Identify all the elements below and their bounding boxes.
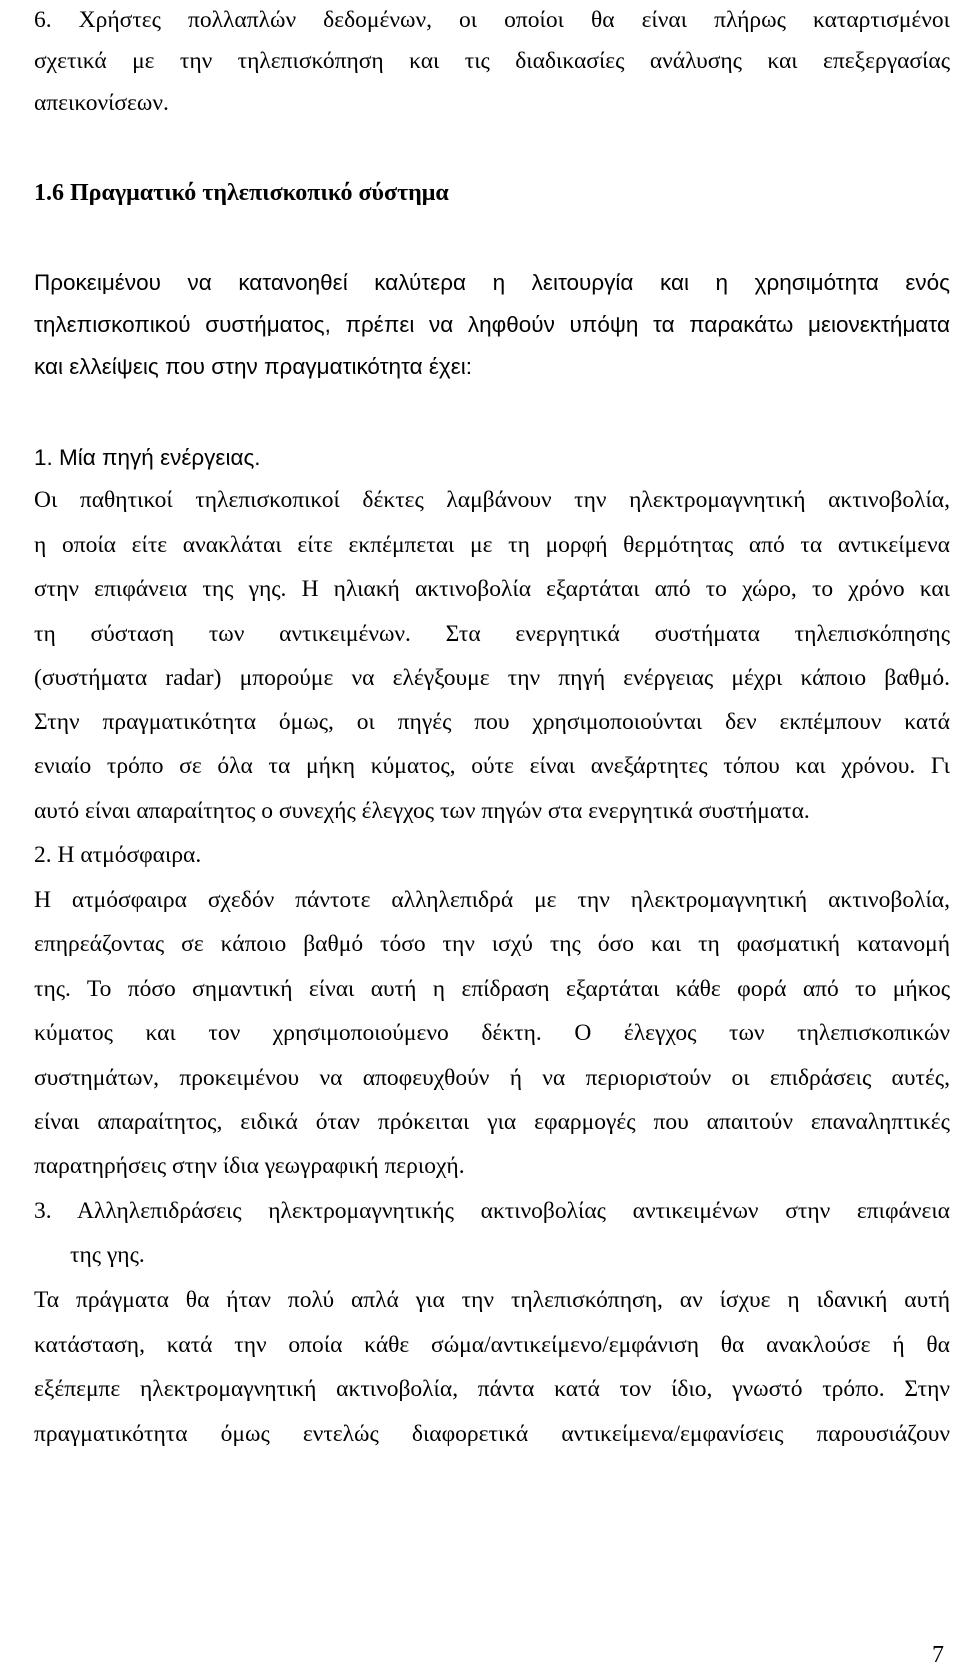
numbered-heading-1: 1. Μία πηγή ενέργειας. <box>34 445 261 470</box>
paragraph-1-line-2: η οποία είτε ανακλάται είτε εκπέμπεται με τη μορφή θερμότητας από τα αντικείμενα <box>34 532 950 558</box>
list-item-6-line-2: σχετικά με την τηλεπισκόπηση και τις διαδικασίες ανάλυσης και επεξεργασίας <box>34 48 950 74</box>
numbered-heading-2: 2. Η ατμόσφαιρα. <box>34 842 202 868</box>
paragraph-1-line-8: αυτό είναι απαραίτητος ο συνεχής έλεγχος των πηγών στα ενεργητικά συστήματα. <box>34 798 810 824</box>
numbered-heading-3-line-1: 3. Αλληλεπιδράσεις ηλεκτρομαγνητικής ακτινοβολίας αντικειμένων στην επιφάνεια <box>34 1198 950 1224</box>
paragraph-2-line-2: επηρεάζοντας σε κάποιο βαθμό τόσο την ισχύ της όσο και τη φασματική κατανομή <box>34 931 950 957</box>
paragraph-1-line-6: Στην πραγματικότητα όμως, οι πηγές που χρησιμοποιούνται δεν εκπέμπουν κατά <box>34 709 950 735</box>
numbered-heading-3-line-2: της γης. <box>70 1242 145 1268</box>
intro-paragraph-line-2: τηλεπισκοπικού συστήματος, πρέπει να ληφθούν υπόψη τα παρακάτω μειονεκτήματα <box>34 312 950 337</box>
page-number: 7 <box>932 1642 944 1668</box>
paragraph-1-line-7: ενιαίο τρόπο σε όλα τα μήκη κύματος, ούτε είναι ανεξάρτητες τόπου και χρόνου. Γι <box>34 753 950 779</box>
list-item-6-line-1: 6. Χρήστες πολλαπλών δεδομένων, οι οποίοι θα είναι πλήρως καταρτισμένοι <box>34 7 950 33</box>
paragraph-2-line-1: Η ατμόσφαιρα σχεδόν πάντοτε αλληλεπιδρά με την ηλεκτρομαγνητική ακτινοβολία, <box>34 887 950 913</box>
paragraph-2-line-3: της. Το πόσο σημαντική είναι αυτή η επίδραση εξαρτάται κάθε φορά από το μήκος <box>34 976 950 1002</box>
paragraph-3-line-2: κατάσταση, κατά την οποία κάθε σώμα/αντικείμενο/εμφάνιση θα ανακλούσε ή θα <box>34 1332 950 1358</box>
section-heading: 1.6 Πραγματικό τηλεπισκοπικό σύστημα <box>34 180 449 206</box>
paragraph-1-line-5: (συστήματα radar) μπορούμε να ελέγξουμε την πηγή ενέργειας μέχρι κάποιο βαθμό. <box>34 665 950 691</box>
paragraph-2-line-7: παρατηρήσεις στην ίδια γεωγραφική περιοχή. <box>34 1153 465 1179</box>
paragraph-1-line-3: στην επιφάνεια της γης. Η ηλιακή ακτινοβολία εξαρτάται από το χώρο, το χρόνο και <box>34 576 950 602</box>
intro-paragraph-line-1: Προκειμένου να κατανοηθεί καλύτερα η λειτουργία και η χρησιμότητα ενός <box>34 270 950 295</box>
intro-paragraph-line-3: και ελλείψεις που στην πραγματικότητα έχει: <box>34 354 472 379</box>
paragraph-3-line-3: εξέπεμπε ηλεκτρομαγνητική ακτινοβολία, πάντα κατά τον ίδιο, γνωστό τρόπο. Στην <box>34 1376 950 1402</box>
paragraph-2-line-5: συστημάτων, προκειμένου να αποφευχθούν ή να περιοριστούν οι επιδράσεις αυτές, <box>34 1065 950 1091</box>
paragraph-3-line-1: Τα πράγματα θα ήταν πολύ απλά για την τηλεπισκόπηση, αν ίσχυε η ιδανική αυτή <box>34 1287 950 1313</box>
paragraph-2-line-4: κύματος και τον χρησιμοποιούμενο δέκτη. Ο έλεγχος των τηλεπισκοπικών <box>34 1020 950 1046</box>
paragraph-1-line-4: τη σύσταση των αντικειμένων. Στα ενεργητικά συστήματα τηλεπισκόπησης <box>34 621 950 647</box>
paragraph-1-line-1: Οι παθητικοί τηλεπισκοπικοί δέκτες λαμβάνουν την ηλεκτρομαγνητική ακτινοβολία, <box>34 487 950 513</box>
paragraph-3-line-4: πραγματικότητα όμως εντελώς διαφορετικά αντικείμενα/εμφανίσεις παρουσιάζουν <box>34 1421 950 1447</box>
list-item-6-line-3: απεικονίσεων. <box>34 90 169 116</box>
paragraph-2-line-6: είναι απαραίτητος, ειδικά όταν πρόκειται για εφαρμογές που απαιτούν επαναληπτικές <box>34 1109 950 1135</box>
